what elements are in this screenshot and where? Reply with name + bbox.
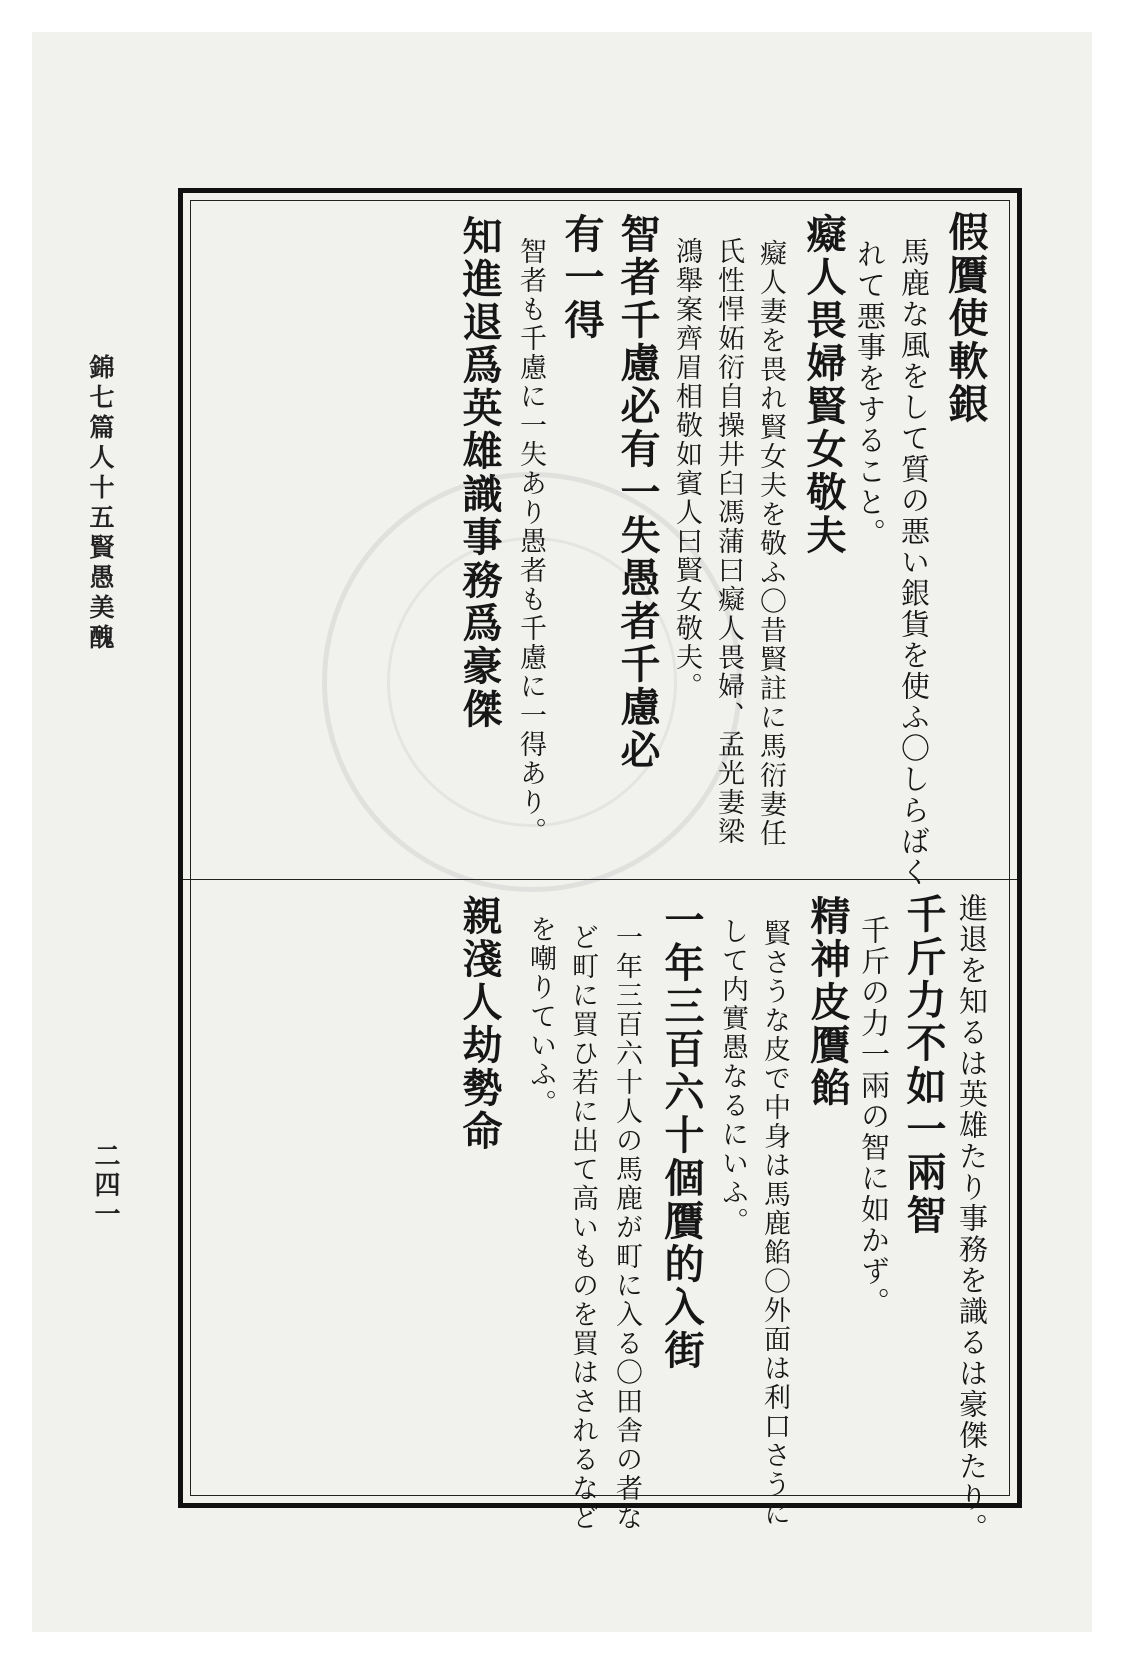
running-header: 錦七篇人十五賢愚美醜 <box>86 354 115 654</box>
proverb-heading: 智者千慮必有一失愚者千慮必 <box>614 213 661 772</box>
proverb-heading: 癡人畏婦賢女敬夫 <box>800 213 847 557</box>
proverb-gloss: 進退を知るは英雄たり事務を識るは豪傑たり。 <box>955 893 989 1544</box>
proverb-gloss: 鴻舉案齊眉相敬如賓人曰賢女敬夫。 <box>671 237 702 701</box>
proverb-heading: 千斤力不如一兩智 <box>900 893 947 1237</box>
page-number: 二四一 <box>90 1142 120 1229</box>
proverb-heading: 精神皮贋餡 <box>804 895 851 1110</box>
proverb-gloss: 賢さうな皮で中身は馬鹿餡〇外面は利口さうに <box>759 919 790 1528</box>
proverb-heading: 假贋使軟銀 <box>942 211 989 426</box>
text-frame <box>178 188 1022 1544</box>
proverb-heading: 親淺人劫勢命 <box>456 895 503 1153</box>
proverb-gloss: 癡人妻を畏れ賢女夫を敬ふ〇昔賢註に馬衍妻任 <box>755 239 786 848</box>
proverb-gloss: 馬鹿な風をして質の悪い銀貨を使ふ〇しらばく <box>897 237 931 888</box>
proverb-gloss: して内實愚なるにいふ。 <box>717 917 748 1236</box>
proverb-gloss: 一年三百六十人の馬鹿が町に入る〇田舎の者な <box>611 923 642 1532</box>
proverb-heading: 有一得 <box>558 213 605 342</box>
book-page <box>32 32 1092 1632</box>
proverb-gloss: ど町に買ひ若に出て高いものを買はされるなど <box>567 923 598 1532</box>
proverb-gloss: 氏性悍妬衍自操井臼馮蒲曰癡人畏婦、孟光妻梁 <box>713 237 744 846</box>
proverb-heading: 知進退爲英雄識事務爲豪傑 <box>456 215 503 731</box>
proverb-heading: 一年三百六十個贋的入街 <box>658 899 705 1372</box>
section-divider <box>183 879 1017 880</box>
proverb-gloss: れて悪事をすること。 <box>853 239 887 549</box>
proverb-gloss: 智者も千慮に一失あり愚者も千慮に一得あり。 <box>515 237 546 846</box>
proverb-gloss: 千斤の力一兩の智に如かず。 <box>857 915 891 1318</box>
proverb-gloss: を嘲りていふ。 <box>525 915 556 1118</box>
